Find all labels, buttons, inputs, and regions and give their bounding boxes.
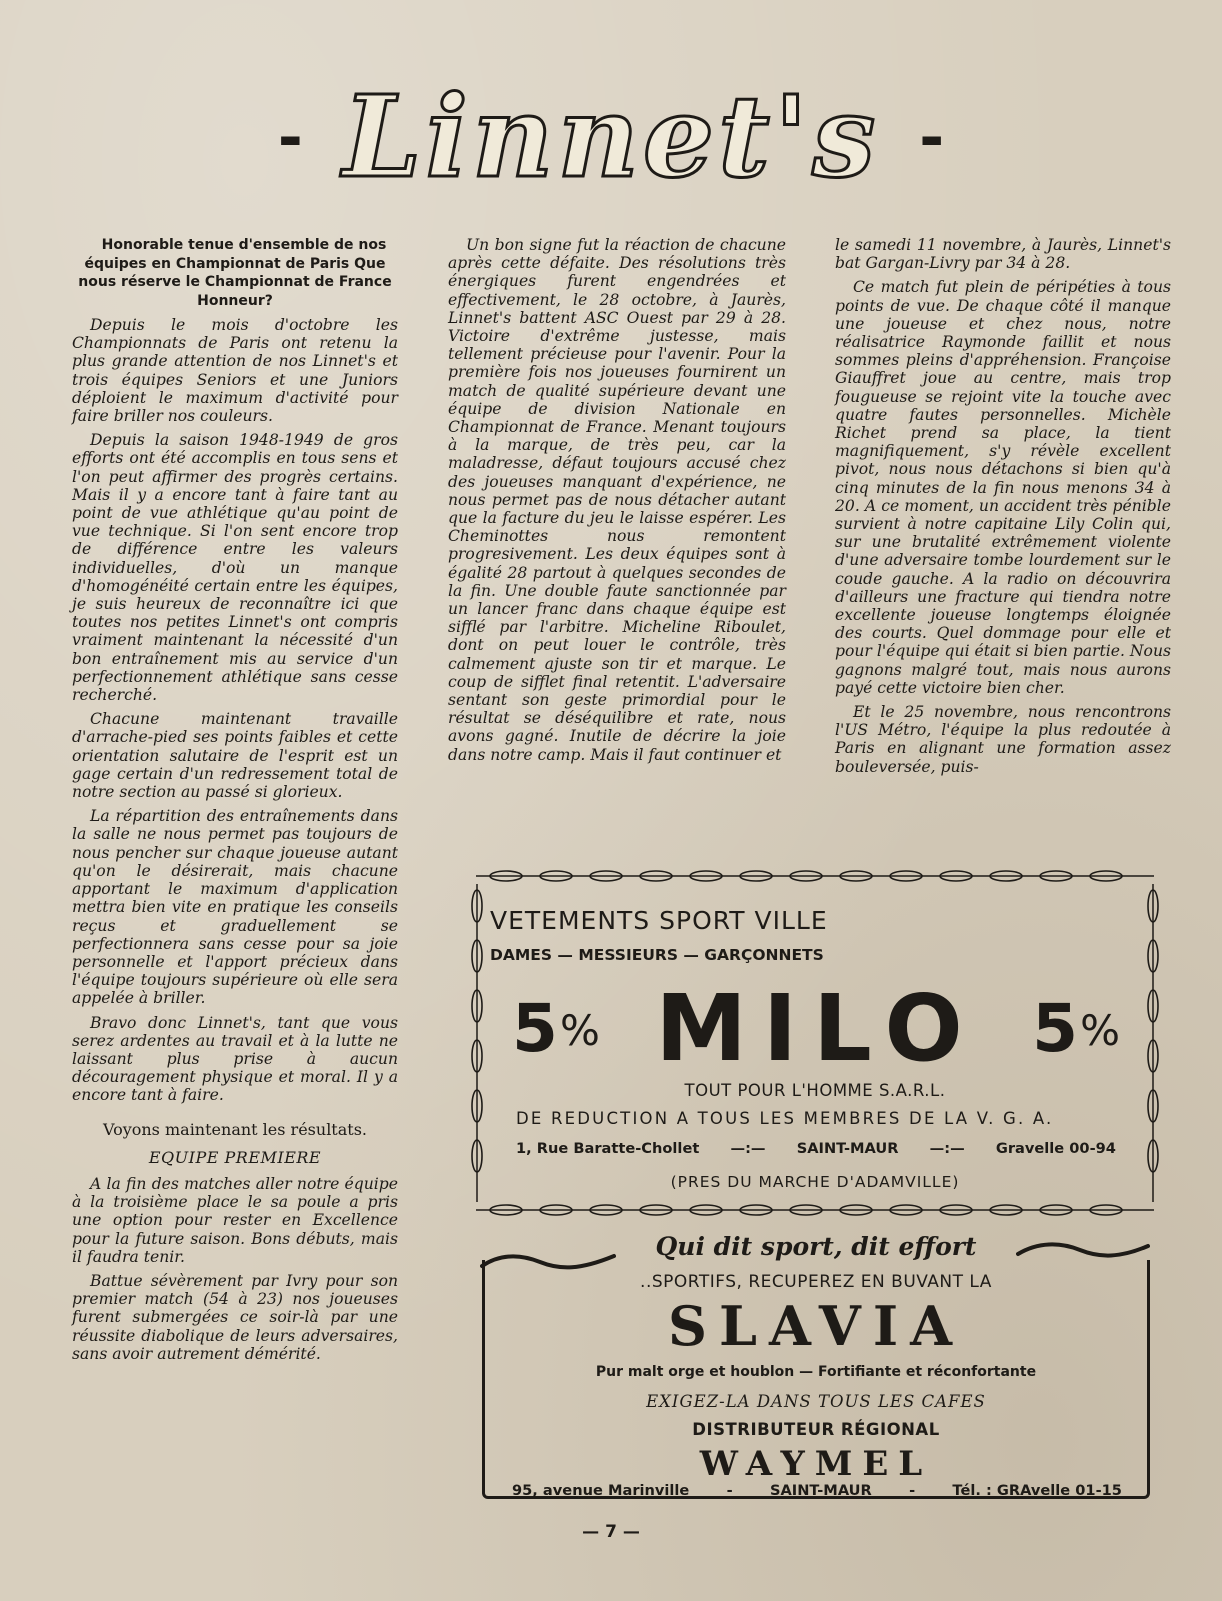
chain-border-right — [1146, 884, 1160, 1202]
page-number: — 7 — — [582, 1522, 640, 1542]
paragraph: Depuis le mois d'octobre les Championnats de Paris ont retenu la plus grande attention de nos Linnet's et trois équipes Seniors et une Juniors déploient le maximum d'activité pour faire briller nos couleurs. — [72, 316, 398, 426]
milo-advertisement — [476, 868, 1154, 1218]
title-word: Linnet's — [342, 72, 880, 203]
distributor-name: WAYMEL — [699, 1444, 933, 1484]
paragraph: Et le 25 novembre, nous rencontrons l'US Métro, l'équipe la plus redoutée à Paris en alignant une formation assez bouleversée, puis- — [835, 703, 1171, 776]
slavia-tagline: ..SPORTIFS, RECUPEREZ EN BUVANT LA — [640, 1272, 992, 1292]
milo-address: 1, Rue Baratte-Chollet — [516, 1140, 700, 1157]
paragraph: Un bon signe fut la réaction de chacune après cette défaite. Des résolutions très énergiques furent engendrées et effectivement, le 28 octobre, à Jaurès, Linnet's battent ASC Ouest par 29 à 28. Victoire d'extrême justesse, mais tellement précieuse pour l'avenir. Pour la première fois nos joueuses fournirent un match de qualité supérieure devant une équipe de division Nationale en Championnat de France. Menant toujours à la marque, de très peu, car la maladresse, défaut toujours accusé chez des joueuses manquant d'expérience, ne nous permet pas de nous détacher autant que la facture du jeu le laisse espérer. Les Cheminottes nous remontent progresivement. Les deux équipes sont à égalité 28 partout à quelques secondes de la fin. Une double faute sanctionnée par un lancer franc dans chaque équipe est sifflé par l'arbitre. Micheline Riboulet, dont on peut louer le contrôle, très calmement ajuste son tir et marque. Le coup de sifflet final retentit. L'adversaire sentant son geste primordial pour le résultat se déséquilibre et rate, nous avons gagné. Inutile de décrire la joie dans notre camp. Mais il faut continuer et — [448, 236, 786, 764]
separator: —:— — [929, 1140, 965, 1157]
slavia-distributor-label: DISTRIBUTEUR RÉGIONAL — [692, 1420, 940, 1439]
paragraph: Bravo donc Linnet's, tant que vous serez ardentes au travail et à la lutte ne laissant plus prise à aucun découragement physique et moral. Il y a encore tant à faire. — [72, 1013, 398, 1105]
milo-town: SAINT-MAUR — [796, 1140, 899, 1157]
milo-banner — [512, 974, 1122, 1082]
article-column-1 — [72, 236, 398, 1369]
slavia-brand: SLAVIA — [668, 1294, 964, 1358]
paragraph: le samedi 11 novembre, à Jaurès, Linnet's bat Gargan-Livry par 34 à 28. — [835, 236, 1171, 273]
section-title: EQUIPE PREMIERE — [148, 1147, 322, 1167]
article-column-3 — [835, 236, 1171, 782]
separator: - — [909, 1482, 916, 1499]
milo-phone: Gravelle 00-94 — [995, 1140, 1116, 1157]
milo-offer: DE REDUCTION A TOUS LES MEMBRES DE LA V. G. A. — [516, 1109, 1054, 1128]
milo-brand: MILO — [655, 974, 979, 1082]
paragraph: A la fin des matches aller notre équipe à la troisième place le sa poule a pris une option pour rester en Excellence pour la future saison. Bons débuts, mais il faudra tenir. — [72, 1174, 398, 1266]
chain-border-top — [476, 868, 1154, 884]
article-headline: Honorable tenue d'ensemble de nos équipes en Championnat de Paris Que nous réserve le Championnat de France Honneur? — [78, 237, 392, 309]
slavia-contact — [512, 1482, 1122, 1499]
discount-left: 5% — [512, 989, 602, 1067]
paragraph: Ce match fut plein de péripéties à tous points de vue. De chaque côté il manque une joueuse et chez nous, notre réalisatrice Raymonde faillit et nous sommes pleins d'appréhension. Françoise Giauffret joue au centre, mais trop fougueuse se rejoint vite la touche avec quatre fautes personnelles. Michèle Richet prend sa place, la tient magnifiquement, s'y révèle excellent pivot, nous nous détachons si bien qu'à cinq minutes de la fin nous menons 34 à 20. A ce moment, un accident très pénible survient à notre capitaine Lily Colin qui, sur une brutalité extrêmement violente d'une adversaire tombe lourdement sur le coude gauche. A la radio on découvrira d'ailleurs une fracture qui tiendra notre excellente joueuse longtemps éloignée des courts. Quel dommage pour elle et pour l'équipe qui était si bien partie. Nous gagnons malgré tout, mais nous aurons payé cette victoire bien cher. — [835, 278, 1171, 697]
paragraph: Chacune maintenant travaille d'arrache-pied ses points faibles et cette orientation salutaire de l'esprit est un gage certain d'un redressement total de notre section au passé si glorieux. — [72, 710, 398, 802]
title-dash-right: - — [919, 103, 945, 173]
separator: —:— — [730, 1140, 766, 1157]
milo-category: VETEMENTS SPORT VILLE — [490, 906, 828, 935]
results-intro: Voyons maintenant les résultats. — [102, 1119, 367, 1139]
chain-border-left — [470, 884, 484, 1202]
article-column-2 — [448, 236, 786, 770]
slavia-description: Pur malt orge et houblon — Fortifiante et réconfortante — [595, 1364, 1037, 1380]
paragraph: Depuis la saison 1948-1949 de gros efforts ont été accomplis en tous sens et l'on peut affirmer des progrès certains. Mais il y a encore tant à faire tant au point de vue athlétique qu'au point de vue technique. Si l'on sent encore trop de différence entre les valeurs individuelles, d'où un manque d'homogénéité certain entre les équipes, je suis heureux de reconnaître ici que toutes nos petites Linnet's ont compris vraiment maintenant la nécessité d'un bon entraînement mis au service d'un perfectionnement athlétique sans cesse recherché. — [72, 431, 398, 705]
slavia-call-to-action: EXIGEZ-LA DANS TOUS LES CAFES — [646, 1392, 986, 1411]
slavia-slogan: Qui dit sport, dit effort — [655, 1232, 977, 1261]
milo-audience: DAMES — MESSIEURS — GARÇONNETS — [490, 946, 824, 964]
discount-right: 5% — [1032, 989, 1122, 1067]
paragraph: Battue sévèrement par Ivry pour son premier match (54 à 23) nos joueuses furent submergées ce soir-là par une réussite diabolique de leurs adversaires, sans avoir autrement démérité. — [72, 1271, 398, 1363]
title-dash-left: - — [277, 103, 303, 173]
chain-border-bottom — [476, 1202, 1154, 1218]
slavia-address: 95, avenue Marinville — [512, 1482, 690, 1499]
milo-company: TOUT POUR L'HOMME S.A.R.L. — [684, 1081, 946, 1100]
paragraph: La répartition des entraînements dans la salle ne nous permet pas toujours de nous pencher sur chaque joueuse autant qu'on le désirerait, mais chacune apportant le maximum d'application mettra bien vite en pratique les conseils reçus et graduellement se perfectionnera sans cesse pour sa joie personnelle et l'apport précieux dans l'équipe toujours supérieure où elle sera appelée à briller. — [72, 807, 398, 1008]
article-title — [0, 68, 1222, 208]
separator: - — [726, 1482, 733, 1499]
milo-location: (PRES DU MARCHE D'ADAMVILLE) — [670, 1173, 960, 1191]
slavia-town: SAINT-MAUR — [769, 1482, 872, 1499]
slavia-advertisement — [476, 1232, 1156, 1502]
slavia-phone: Tél. : GRAvelle 01-15 — [952, 1482, 1122, 1499]
milo-contact — [516, 1140, 1116, 1157]
